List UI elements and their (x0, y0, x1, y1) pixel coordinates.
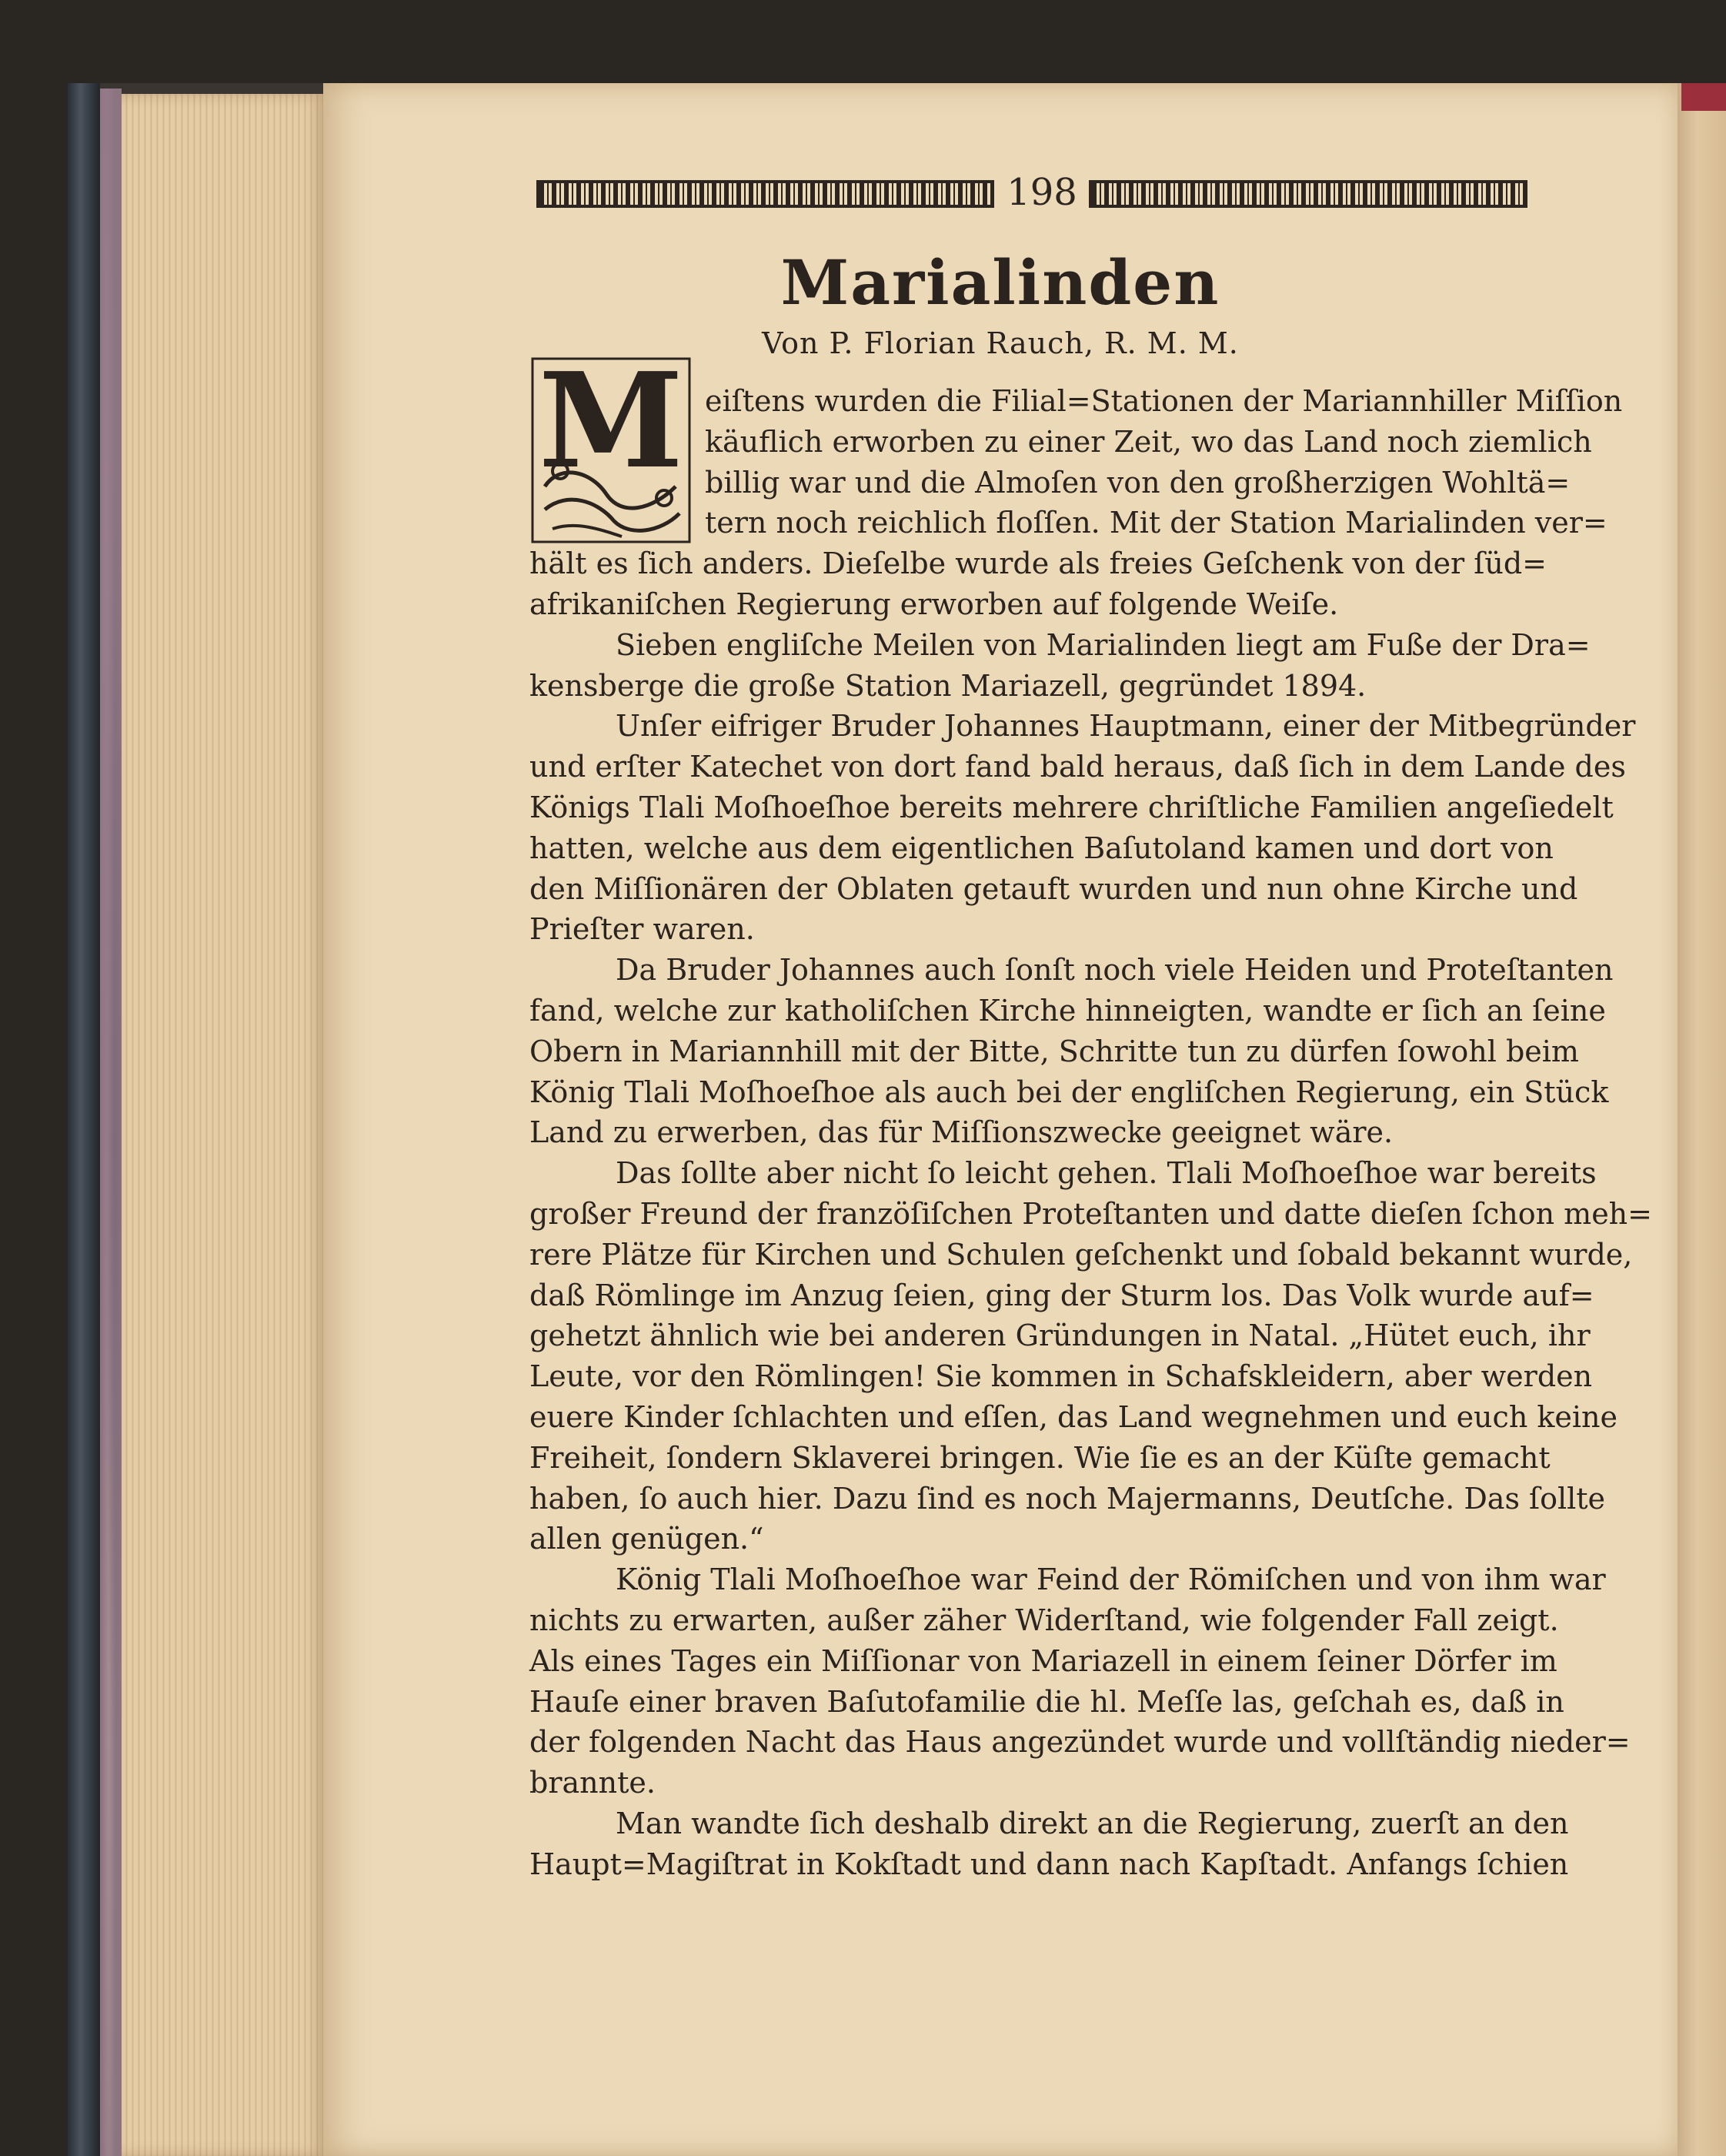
page-stack-edges (122, 94, 326, 2156)
text-line: tern noch reichlich floſſen. Mit der Station Marialinden ver= (705, 506, 1607, 540)
text-line: den Miſſionären der Oblaten getauft wurden und nun ohne Kirche und (529, 871, 1578, 906)
text-line: Man wandte ſich deshalb direkt an die Regierung, zuerſt an den (616, 1806, 1569, 1840)
article-title: Marialinden (780, 246, 1220, 319)
text-line: Das ſollte aber nicht ſo leicht gehen. Tlali Moſhoeſhoe war bereits (616, 1156, 1597, 1191)
text-line: Da Bruder Johannes auch ſonſt noch viele Heiden und Proteſtanten (616, 953, 1614, 988)
text-line: Königs Tlali Moſhoeſhoe bereits mehrere chriſtliche Familien angeſiedelt (529, 790, 1614, 824)
body-text (529, 381, 1652, 1884)
facing-page-edge (1678, 83, 1726, 2156)
running-head (536, 171, 1527, 214)
book-spine (68, 83, 100, 2156)
text-line: Als eines Tages ein Miſſionar von Mariazell in einem ſeiner Dörfer im (529, 1643, 1557, 1678)
text-line: kensberge die große Station Mariazell, gegründet 1894. (529, 668, 1367, 703)
text-line: und erſter Katechet von dort fand bald heraus, daß ſich in dem Lande des (529, 750, 1626, 784)
text-line: hält es ſich anders. Dieſelbe wurde als freies Geſchenk von der ſüd= (529, 547, 1547, 581)
text-line: Sieben engliſche Meilen von Marialinden liegt am Fuße der Dra= (616, 627, 1591, 662)
text-line: rere Plätze für Kirchen und Schulen geſchenkt und ſobald bekannt wurde, (529, 1237, 1633, 1272)
ornament-band-right (1089, 180, 1527, 208)
text-line: König Tlali Moſhoeſhoe als auch bei der engliſchen Regierung, ein Stück (529, 1075, 1609, 1109)
text-line: gehetzt ähnlich wie bei anderen Gründungen in Natal. „Hütet euch, ihr (529, 1319, 1591, 1353)
text-line: Haupt=Magiſtrat in Kokſtadt und dann nach Kapſtadt. Anfangs ſchien (529, 1847, 1569, 1881)
article-byline: Von P. Florian Rauch, R. M. M. (762, 326, 1239, 360)
page-number: 198 (1007, 171, 1077, 214)
text-line: hatten, welche aus dem eigentlichen Baſutoland kamen und dort von (529, 831, 1554, 865)
text-line: daß Römlinge im Anzug ſeien, ging der Sturm los. Das Volk wurde auf= (529, 1278, 1594, 1312)
text-line: der folgenden Nacht das Haus angezündet wurde und vollſtändig nieder= (529, 1725, 1631, 1760)
text-line: Prieſter waren. (529, 912, 755, 947)
text-line: nichts zu erwarten, außer zäher Widerſtand, wie folgender Fall zeigt. (529, 1603, 1559, 1637)
drop-cap-letter: M (538, 344, 684, 498)
text-line: Unſer eifriger Bruder Johannes Hauptmann, einer der Mitbegründer (616, 709, 1636, 744)
text-line: Leute, vor den Römlingen! Sie kommen in Schafskleidern, aber werden (529, 1359, 1593, 1394)
text-line: käuflich erworben zu einer Zeit, wo das Land noch ziemlich (705, 424, 1592, 459)
bookmark-ribbon (1681, 83, 1726, 111)
marbled-cover-edge (100, 89, 122, 2156)
text-line: Obern in Mariannhill mit der Bitte, Schritte tun zu dürfen ſowohl beim (529, 1034, 1579, 1068)
text-line: euere Kinder ſchlachten und eſſen, das Land wegnehmen und euch keine (529, 1399, 1617, 1434)
text-line: fand, welche zur katholiſchen Kirche hinneigten, wandte er ſich an ſeine (529, 993, 1606, 1028)
text-line: brannte. (529, 1766, 656, 1800)
text-line: allen genügen.“ (529, 1522, 764, 1556)
text-line: König Tlali Moſhoeſhoe war Feind der Römiſchen und von ihm war (616, 1563, 1606, 1597)
ornament-band-left (536, 180, 994, 208)
text-line: eiſtens wurden die Filial=Stationen der Mariannhiller Miſſion (705, 384, 1623, 418)
text-line: Land zu erwerben, das für Miſſionszwecke geeignet wäre. (529, 1115, 1394, 1150)
text-line: billig war und die Almoſen von den großherzigen Wohltä= (705, 465, 1571, 500)
text-line: haben, ſo auch hier. Dazu ſind es noch Majermanns, Deutſche. Das ſollte (529, 1481, 1606, 1516)
text-line: Hauſe einer braven Baſutofamilie die hl. Meſſe las, geſchah es, daß in (529, 1684, 1564, 1719)
text-line: Freiheit, ſondern Sklaverei bringen. Wie ſie es an der Küſte gemacht (529, 1440, 1551, 1475)
text-line: afrikaniſchen Regierung erworben auf folgende Weiſe. (529, 587, 1339, 621)
text-line: großer Freund der franzöſiſchen Proteſtanten und datte dieſen ſchon meh= (529, 1196, 1652, 1231)
